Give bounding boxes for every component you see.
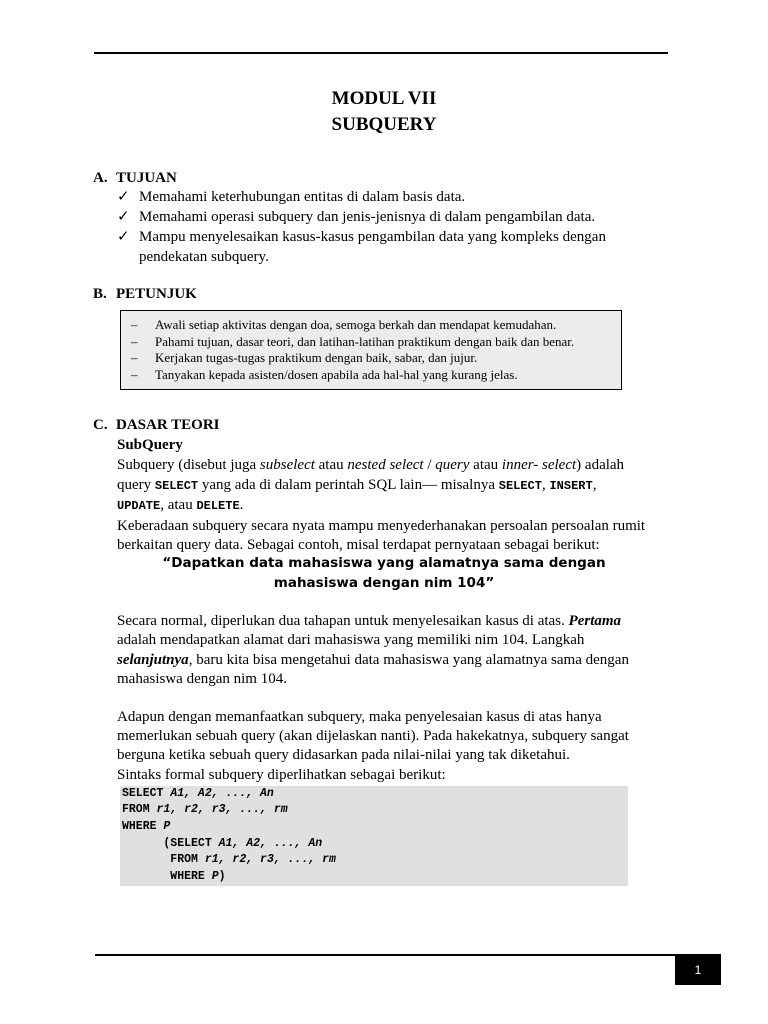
check-icon: ✓: [117, 229, 130, 245]
paragraph-line: Sintaks formal subquery diperlihatkan sebagai berikut:: [117, 767, 446, 783]
paragraph-line: Secara normal, diperlukan dua tahapan untuk menyelesaikan kasus di atas. Pertama: [117, 613, 622, 629]
section-c-letter: C.: [93, 417, 108, 433]
instruction-text: Pahami tujuan, dasar teori, dan latihan-latihan praktikum dengan baik dan benar.: [155, 333, 575, 349]
instruction-text: Awali setiap aktivitas dengan doa, semoga berkah dan mendapat kemudahan.: [155, 317, 557, 332]
list-item: [131, 350, 621, 367]
instructions-list: [121, 311, 621, 383]
code-line: FROM r1, r2, r3, ..., rm: [122, 853, 336, 866]
section-c-title: DASAR TEORI: [116, 417, 220, 433]
paragraph-line: mahasiswa dengan nim 104.: [117, 671, 287, 687]
section-b-heading: [93, 286, 197, 303]
list-item: [131, 367, 621, 384]
objective-item: [117, 207, 637, 227]
code-line: WHERE P): [122, 870, 226, 883]
dash-bullet: –: [131, 350, 138, 365]
section-a-letter: A.: [93, 170, 108, 186]
section-b-letter: B.: [93, 286, 107, 302]
example-quote-line-1: “Dapatkan data mahasiswa yang alamatnya sama dengan: [162, 555, 606, 571]
objective-text: Memahami keterhubungan entitas di dalam basis data.: [139, 189, 466, 205]
list-item: [131, 317, 621, 334]
definition-line-1: Subquery (disebut juga subselect atau nested select / query atau inner- select) adalah: [117, 457, 625, 473]
check-icon: ✓: [117, 189, 130, 205]
paragraph-line: Keberadaan subquery secara nyata mampu menyederhanakan persoalan persoalan rumit: [117, 518, 646, 534]
section-a-title: TUJUAN: [116, 170, 177, 186]
paragraph-line: memerlukan sebuah query (akan dijelaskan nanti). Pada hakekatnya, subquery sangat: [117, 728, 629, 744]
check-icon: ✓: [117, 209, 130, 225]
instruction-text: Kerjakan tugas-tugas praktikum dengan baik, sabar, dan jujur.: [155, 350, 478, 365]
paragraph-line: selanjutnya, baru kita bisa mengetahui data mahasiswa yang alamatnya sama dengan: [117, 652, 629, 668]
code-line: (SELECT A1, A2, ..., An: [122, 837, 323, 850]
paragraph-line: adalah mendapatkan alamat dari mahasiswa yang memiliki nim 104. Langkah: [117, 632, 585, 648]
paragraph-line: berkaitan query data. Sebagai contoh, misal terdapat pernyataan sebagai berikut:: [117, 537, 600, 553]
definition-line-2: query SELECT yang ada di dalam perintah SQL lain— misalnya SELECT, INSERT,: [117, 477, 597, 493]
objective-item: [117, 227, 637, 267]
list-item: [131, 334, 621, 351]
paragraph-line: Adapun dengan memanfaatkan subquery, maka penyelesaian kasus di atas hanya: [117, 709, 602, 725]
dash-bullet: –: [131, 333, 138, 349]
objective-text: Memahami operasi subquery dan jenis-jenisnya di dalam pengambilan data.: [139, 209, 596, 225]
instruction-text: Tanyakan kepada asisten/dosen apabila ada hal-hal yang kurang jelas.: [155, 366, 518, 382]
footer-rule: [95, 954, 721, 956]
section-b-title: PETUNJUK: [116, 286, 197, 302]
paragraph-line: berguna ketika sebuah query didasarkan pada nilai-nilai yang tak diketahui.: [117, 747, 570, 763]
code-line: FROM r1, r2, r3, ..., rm: [122, 803, 288, 816]
page-number: 1: [675, 955, 721, 985]
section-c-heading: [93, 417, 220, 434]
objective-item: [117, 187, 637, 207]
definition-line-3: UPDATE, atau DELETE.: [117, 497, 244, 513]
module-title: MODUL VII: [331, 88, 437, 109]
header-rule: [94, 52, 668, 54]
dash-bullet: –: [131, 317, 138, 332]
example-quote-line-2: mahasiswa dengan nim 104”: [273, 575, 495, 591]
subsection-title: SubQuery: [117, 437, 183, 453]
code-block: [120, 786, 628, 886]
code-line: WHERE P: [122, 820, 171, 833]
module-subtitle: SUBQUERY: [331, 114, 437, 135]
objective-text: Mampu menyelesaikan kasus-kasus pengambilan data yang kompleks dengan pendekatan subquery.: [139, 229, 606, 265]
code-line: SELECT A1, A2, ..., An: [122, 787, 274, 800]
instructions-box: [120, 310, 622, 390]
section-a-heading: [93, 170, 177, 187]
dash-bullet: –: [131, 366, 138, 382]
